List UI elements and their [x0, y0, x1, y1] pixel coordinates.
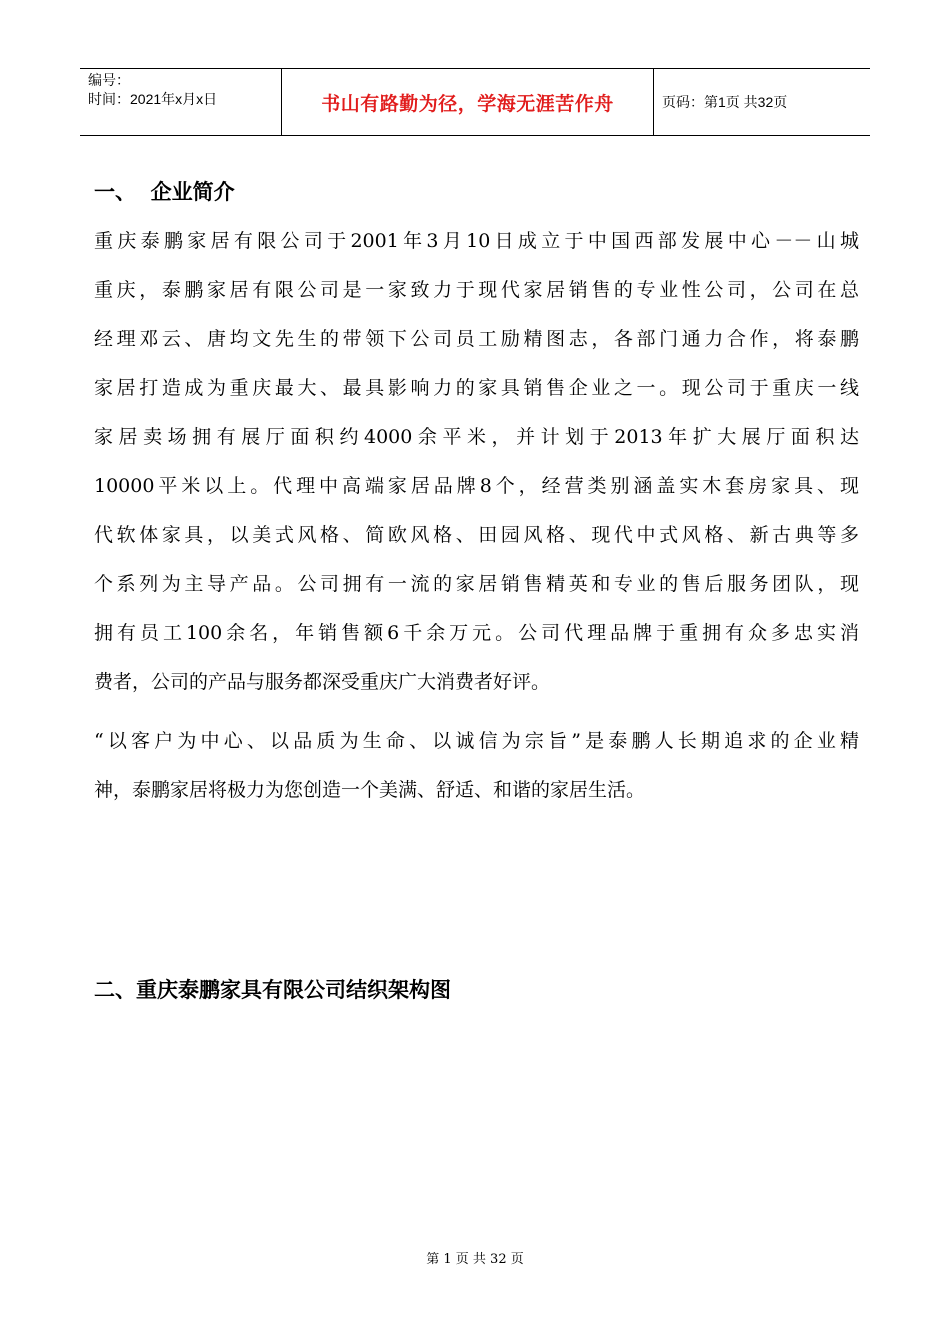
paragraph-line: 个系列为主导产品。公司拥有一流的家居销售精英和专业的售后服务团队，现 — [94, 573, 859, 595]
section2-title: 二、重庆泰鹏家具有限公司结织架构图 — [94, 978, 451, 1002]
paragraph-line: 家居卖场拥有展厅面积约4000余平米，并计划于2013年扩大展厅面积达 — [94, 426, 859, 448]
values-paragraph — [94, 717, 859, 815]
paragraph-line: 重庆泰鹏家居有限公司于2001年3月10日成立于中国西部发展中心－－山城 — [94, 230, 859, 252]
paragraph-line: 10000平米以上。代理中高端家居品牌8个，经营类别涵盖实木套房家具、现 — [94, 475, 859, 497]
paragraph-line: 代软体家具，以美式风格、简欧风格、田园风格、现代中式风格、新古典等多 — [94, 524, 859, 546]
intro-paragraph — [94, 217, 859, 707]
header-page-info: 页码：第1页 共32页 — [662, 94, 788, 110]
section1-title: 一、 企业简介 — [94, 180, 235, 204]
header-table — [80, 68, 870, 136]
paragraph-line: 经理邓云、唐均文先生的带领下公司员工励精图志，各部门通力合作，将泰鹏 — [94, 328, 859, 350]
paragraph-line: 费者，公司的产品与服务都深受重庆广大消费者好评。 — [94, 671, 551, 693]
paragraph-line: 拥有员工100余名，年销售额6千余万元。公司代理品牌于重拥有众多忠实消 — [94, 622, 859, 644]
header-meta-cell — [80, 69, 282, 135]
page-footer: 第 1 页 共 32 页 — [426, 1252, 524, 1267]
paragraph-line: 家居打造成为重庆最大、最具影响力的家具销售企业之一。现公司于重庆一线 — [94, 377, 859, 399]
paragraph-line: 重庆，泰鹏家居有限公司是一家致力于现代家居销售的专业性公司，公司在总 — [94, 279, 859, 301]
paragraph-line: 神，泰鹏家居将极力为您创造一个美满、舒适、和谐的家居生活。 — [94, 779, 646, 801]
paragraph-line: “以客户为中心、以品质为生命、以诚信为宗旨”是泰鹏人长期追求的企业精 — [94, 730, 859, 752]
header-motto: 书山有路勤为径，学海无涯苦作舟 — [282, 69, 654, 135]
time-label: 时间：2021年x月x日 — [88, 91, 218, 107]
number-label: 编号： — [88, 72, 130, 88]
